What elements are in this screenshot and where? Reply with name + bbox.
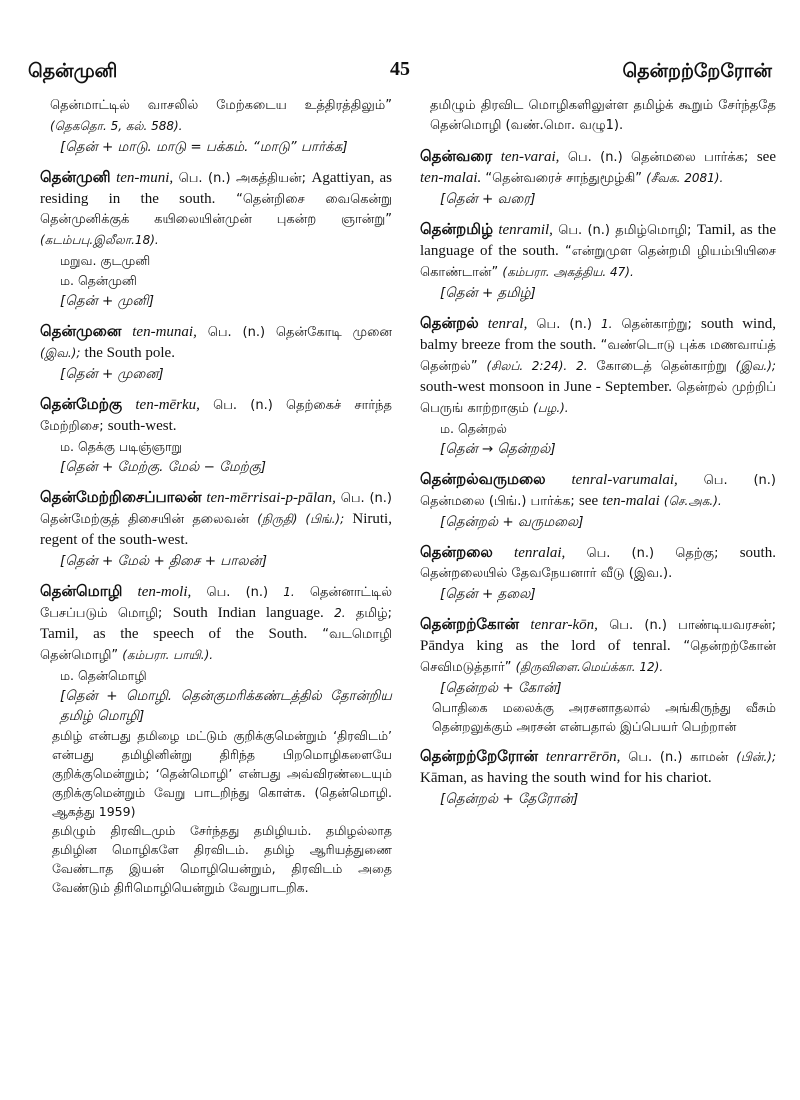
grammar-label: பெ. (n.) (178, 171, 231, 186)
etymology: [தென்றல் + கோன்] (440, 680, 562, 696)
transliteration: tenral, (487, 316, 528, 332)
entry-tenralvarumalai (420, 469, 776, 532)
quote: தென்மாட்டில் வாசலில் மேற்கடைய உத்திரத்திலும்” (50, 98, 392, 113)
quote: “வடமொழி தென்மொழி” (40, 627, 392, 663)
entry-tenmerku (40, 394, 392, 477)
etymology: [தென்றல் + தேரோன்] (440, 791, 579, 807)
english-meaning: South Indian language. (172, 605, 324, 621)
header-left-guideword: தென்முனி (28, 60, 118, 82)
entry-definition (40, 487, 392, 551)
entry-definition (40, 321, 392, 364)
grammar-label: பெ. (n.) (207, 325, 266, 340)
transliteration: ten-varai, (500, 149, 560, 165)
etymology: [தென் + தமிழ்] (440, 285, 536, 301)
etymology: [தென் + வரை] (440, 191, 536, 207)
transliteration: tenral-varumalai, (571, 472, 678, 488)
entry-tenrarreron (420, 746, 776, 809)
malayalam-cognate: ம. தெக்கு படிஞ்ஞாறு (60, 439, 182, 454)
citation: (கம்பரா. பாயி.). (122, 648, 214, 662)
note-paragraph: தமிழ் என்பது தமிழை மட்டும் குறிக்குமென்றும் ‘திரவிடம்’ என்பது தமிழினின்று திரிந்த பிறமொழிகளையே குறிக்குமென்றும்; ‘தென்மொழி’ என்பது அவ்விரண்டையும் குறிக்குமென்றும் வேறு பாடறிந்து கொள்க. (தென்மொழி. ஆகத்து 1959) (52, 728, 392, 819)
transliteration: ten-munai, (132, 324, 197, 340)
headword: தென்வரை (420, 147, 493, 165)
headword: தென்முனை (40, 322, 122, 340)
transliteration: ten-moli, (137, 584, 192, 600)
tamil-meaning: பாண்டியவரசன்; (678, 618, 776, 633)
citation: (தெகதொ. 5, கல். 588). (50, 119, 183, 133)
quote: “என்றுமுள தென்றமி ழியம்பியிசை கொண்டான்” (420, 244, 776, 280)
headword: தென்மொழி (40, 582, 123, 600)
grammar-label: பெ. (n.) (213, 398, 273, 413)
headword: தென்றல்வருமலை (420, 470, 546, 488)
entry-tenmunai (40, 321, 392, 384)
headword: தென்முனி (40, 168, 111, 186)
etymology: [தென் + மேற்கு. மேல் − மேற்கு] (60, 459, 267, 475)
synonym-line: மறுவ. குடமுனி (60, 253, 151, 268)
entry-definition (420, 146, 776, 189)
english-meaning: Niruti, regent of the south-west. (40, 511, 392, 548)
tamil-meaning: தென்மலை (பிங்.) பார்க்க; (420, 494, 575, 509)
quote: “தென்வரைச் சாந்துமூழ்கி” (485, 171, 642, 186)
headword: தென்றமிழ் (420, 220, 494, 238)
malayalam-cognate: ம. தென்றல் (440, 421, 507, 436)
headword: தென்றலை (420, 543, 493, 561)
transliteration: tenramil, (498, 222, 553, 238)
source-abbrev: (இவ.); (40, 346, 81, 360)
entry-tenvarai (420, 146, 776, 209)
entry-tenral (420, 313, 776, 459)
english-meaning: Tamil, as the speech of the South. (40, 626, 308, 642)
tamil-meaning: தென்கோடி முனை (275, 325, 392, 340)
entry-text: தமிழும் திரவிட மொழிகளிலுள்ள தமிழ்க் கூறும் சேர்ந்ததே தென்மொழி (வண்.மொ. வழு1). (430, 98, 776, 133)
etymology: [தென் + முனை] (60, 366, 164, 382)
tamil-meaning: தெற்கு; (675, 546, 719, 561)
entry-definition (40, 581, 392, 666)
tamil-meaning: தென்னாட்டில் பேசப்படும் மொழி; (40, 585, 392, 621)
source-abbrev: (நிருதி) (பிங்.); (257, 512, 345, 526)
entry-tenmuni (40, 167, 392, 311)
transliteration: tenrarrērōn, (545, 749, 621, 765)
entry-definition (40, 167, 392, 251)
transliteration: ten-mērku, (135, 397, 200, 413)
entry-tenralai (420, 542, 776, 604)
entry-definition (40, 394, 392, 437)
english-meaning: Pāndya king as the lord of tenral. (420, 638, 671, 654)
entry-definition (420, 746, 776, 789)
transliteration: ten-muni, (116, 170, 174, 186)
tamil-meaning: தென்மலை பார்க்க; (631, 150, 749, 165)
tamil-meaning: தமிழ்; (355, 606, 392, 621)
entry-text (40, 96, 392, 137)
quote: “தென்றிசை வைகென்று தென்முனிக்குக் கயிலையின்முன் புகன்ற ஞான்று” (40, 192, 392, 227)
etymology: [தென் + மொழி. தென்குமரிக்கண்டத்தில் தோன்றிய தமிழ் மொழி] (60, 688, 392, 724)
grammar-label: பெ. (n.) (536, 317, 592, 332)
headword: தென்மேற்கு (40, 395, 123, 413)
tamil-meaning: தமிழ்மொழி; (615, 223, 692, 238)
citation: (சீவக. 2081). (646, 171, 724, 185)
tamil-meaning: தென்மேற்குத் திசையின் தலைவன் (40, 512, 249, 527)
citation: (செ.அக.). (663, 494, 722, 508)
citation: (சிலப். 2:24). (486, 359, 568, 373)
entry-tenmerrisaippalan (40, 487, 392, 571)
see-label: see (756, 149, 776, 165)
etymology: [தென் + மாடு. மாடு = பக்கம். “மாடு” பார்க்க] (60, 139, 348, 155)
note-paragraph: பொதிகை மலைக்கு அரசனாதலால் அங்கிருந்து வீசும் தென்றலுக்கும் அரசன் என்பதால் இப்பெயர் பெற்றான் (432, 700, 776, 734)
grammar-label: பெ. (n.) (558, 223, 610, 238)
example: தென்றல் முற்றிப் பெருங் காற்றாகும் (420, 380, 776, 416)
entry-tenramil (420, 219, 776, 303)
entry-definition (420, 313, 776, 419)
malayalam-cognate: ம. தென்மொழி (60, 668, 147, 683)
see-label: see (578, 493, 599, 509)
sense-number: 2. (334, 606, 346, 620)
grammar-label: பெ. (n.) (206, 585, 269, 600)
etymology: [தென்றல் + வருமலை] (440, 514, 584, 530)
citation: (கடம்பபு.இலீலா.18). (40, 233, 159, 247)
tamil-meaning: அகத்தியன்; (236, 171, 307, 186)
tamil-meaning: கோடைத் தென்காற்று (596, 359, 727, 374)
transliteration: ten-mērrisai-p-pālan, (206, 490, 336, 506)
grammar-label: பெ. (n.) (628, 750, 683, 765)
tamil-meaning: தென்காற்று; (621, 317, 692, 332)
grammar-label: பெ. (n.) (609, 618, 667, 633)
headword: தென்றற்கோன் (420, 615, 520, 633)
continued-entry (40, 96, 392, 157)
right-column (420, 96, 776, 809)
headword: தென்மேற்றிசைப்பாலன் (40, 488, 202, 506)
source-abbrev: (இவ.); (735, 359, 776, 373)
etymology: [தென் + தலை] (440, 586, 536, 602)
grammar-label: பெ. (n.) (586, 546, 655, 561)
malayalam-cognate: ம. தென்முனி (60, 273, 137, 288)
english-meaning: Kāman, as having the south wind for his chariot. (420, 770, 712, 786)
transliteration: tenralai, (514, 545, 566, 561)
sense-number: 2. (576, 359, 588, 373)
grammar-label: பெ. (n.) (567, 150, 623, 165)
etymology: [தென் → தென்றல்] (440, 441, 556, 457)
grammar-label: பெ. (n.) (703, 473, 776, 488)
tamil-meaning: காமன் (690, 750, 729, 765)
note-paragraph: தமிழும் திரவிடமும் சேர்ந்தது தமிழியம். தமிழல்லாத தமிழின மொழிகளே திரவிடம். தமிழ் ஆரியத்துணை வேண்டாத இயன் மொழியென்றும், திரவிடம் அதை வேண்டும் திரிமொழியென்றும் வேறுபாடறிக. (52, 823, 392, 895)
etymology: [தென் + முனி] (60, 293, 154, 309)
continued-entry (420, 96, 776, 136)
english-meaning: south wind, balmy breeze from the south. (420, 316, 776, 353)
entry-tenrarkon (420, 614, 776, 736)
cross-reference: ten-malai (602, 493, 660, 509)
entry-definition (420, 542, 776, 584)
page-header (28, 60, 772, 88)
english-meaning: the South pole. (84, 345, 175, 361)
entry-definition (420, 469, 776, 512)
header-right-guideword: தென்றற்றேரோன் (622, 60, 772, 82)
quote: “வண்டொடு புக்க மணவாய்த் தென்றல்” (420, 338, 777, 374)
quote: “தென்றற்கோன் செவிமடுத்தார்” (420, 639, 776, 675)
headword: தென்றல் (420, 314, 479, 332)
entry-definition (420, 614, 776, 678)
etymology: [தென் + மேல் + திசை + பாலன்] (60, 553, 267, 569)
entry-tenmoli (40, 581, 392, 897)
english-meaning: Agattiyan, as residing in the south. (40, 170, 392, 207)
cross-reference: ten-malai. (420, 170, 482, 186)
left-column (40, 96, 392, 897)
grammar-label: பெ. (n.) (340, 491, 392, 506)
page-number: 45 (390, 58, 410, 80)
english-meaning: south-west. (107, 418, 177, 434)
citation: (திருவிளை.மெய்க்கா. 12). (515, 660, 664, 674)
headword: தென்றற்றேரோன் (420, 747, 539, 765)
tamil-meaning: தெற்கைச் சார்ந்த மேற்றிசை; (40, 398, 393, 434)
example: தென்றலையில் தேவநேயனார் வீடு (இவ.). (420, 566, 673, 581)
entry-definition (420, 219, 776, 283)
english-meaning: south-west monsoon in June - September. (420, 379, 672, 395)
transliteration: tenrar-kōn, (530, 617, 598, 633)
sense-number: 1. (601, 317, 613, 331)
citation: (கம்பரா. அகத்திய. 47). (502, 265, 634, 279)
source-abbrev: (பின்.); (736, 750, 776, 764)
sense-number: 1. (283, 585, 295, 599)
citation: (பழ.). (533, 401, 569, 415)
english-meaning: south. (739, 545, 776, 561)
english-meaning: Tamil, as the language of the south. (420, 222, 776, 259)
